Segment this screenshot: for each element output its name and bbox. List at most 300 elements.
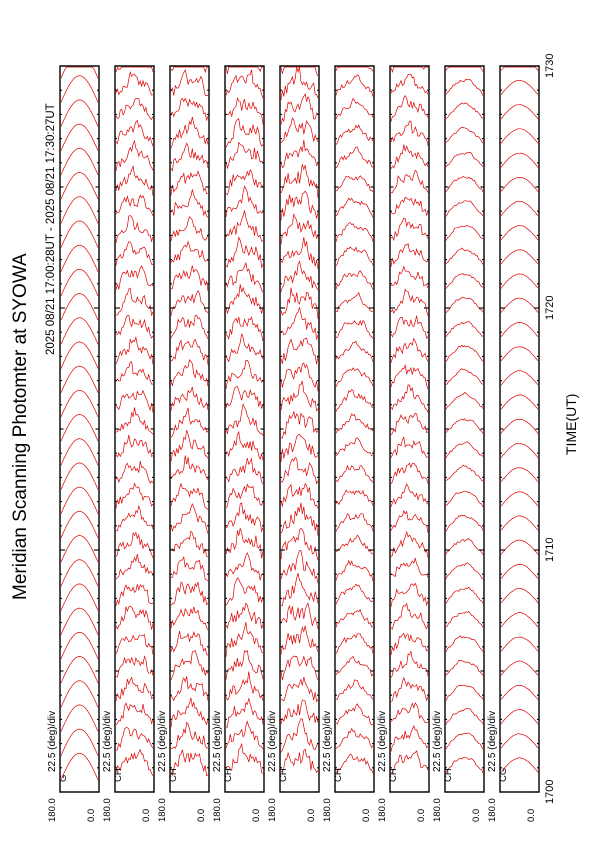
- trace-line: [171, 242, 208, 263]
- panel-channel-label: CH: [443, 768, 454, 782]
- panel-ymax-label: 180.0: [212, 798, 223, 822]
- trace-line: [226, 698, 263, 727]
- trace-line: [61, 221, 98, 248]
- trace-line: [391, 413, 428, 435]
- trace-line: [336, 368, 373, 387]
- panel-scale-label: 22.5 (deg)/div: [432, 710, 443, 772]
- trace-line: [226, 119, 263, 148]
- panel-ymin-label: 0.0: [251, 808, 262, 822]
- trace-line: [281, 381, 318, 411]
- trace-line: [446, 419, 483, 434]
- trace-line: [116, 98, 153, 119]
- trace-line: [336, 75, 373, 97]
- trace-line: [336, 610, 373, 628]
- trace-line: [281, 550, 318, 583]
- trace-line: [501, 419, 538, 433]
- trace-line: [391, 67, 428, 72]
- trace-line: [446, 491, 483, 507]
- trace-line: [226, 98, 263, 124]
- trace-line: [281, 307, 318, 339]
- chart-title: Meridian Scanning Photomter at SYOWA: [10, 253, 31, 600]
- panel-scale-label: 22.5 (deg)/div: [487, 710, 498, 772]
- panel-ymin-label: 0.0: [86, 808, 97, 822]
- trace-line: [116, 72, 153, 95]
- trace-line: [171, 315, 208, 339]
- panel-ymin-label: 0.0: [141, 808, 152, 822]
- trace-line: [116, 435, 153, 457]
- trace-line: [171, 143, 208, 170]
- trace-line: [116, 506, 153, 531]
- trace-line: [61, 76, 98, 103]
- trace-line: [391, 604, 428, 630]
- trace-line: [171, 266, 208, 292]
- trace-line: [446, 708, 483, 724]
- trace-line: [226, 432, 263, 460]
- panel-scale-label: 22.5 (deg)/div: [47, 710, 58, 772]
- trace-line: [501, 67, 538, 71]
- trace-line: [336, 67, 373, 72]
- trace-line: [116, 635, 153, 655]
- trace-line: [336, 414, 373, 433]
- trace-line: [226, 528, 263, 558]
- trace-line: [116, 606, 153, 629]
- trace-line: [501, 250, 538, 264]
- trace-line: [226, 334, 263, 362]
- trace-line: [281, 338, 318, 364]
- trace-line: [391, 385, 428, 413]
- trace-line: [391, 703, 428, 723]
- trace-line: [226, 651, 263, 680]
- trace-line: [116, 195, 153, 216]
- panel-ymin-label: 0.0: [306, 808, 317, 822]
- panel-1: [60, 66, 99, 792]
- trace-line: [281, 191, 318, 220]
- trace-line: [336, 271, 373, 290]
- trace-line: [61, 536, 98, 563]
- trace-line: [391, 511, 428, 533]
- panel-channel-label: CH: [333, 768, 344, 782]
- trace-line: [446, 321, 483, 337]
- trace-line: [501, 129, 538, 144]
- trace-line: [336, 125, 373, 144]
- trace-line: [171, 291, 208, 316]
- trace-line: [281, 67, 318, 100]
- trace-line: [116, 166, 153, 195]
- trace-line: [336, 466, 373, 483]
- trace-line: [336, 514, 373, 532]
- panel-scale-label: 22.5 (deg)/div: [267, 710, 278, 772]
- trace-line: [336, 247, 373, 266]
- trace-line: [501, 661, 538, 676]
- trace-line: [446, 103, 483, 119]
- trace-line: [61, 245, 98, 272]
- trace-line: [391, 633, 428, 655]
- trace-line: [116, 242, 153, 266]
- trace-line: [171, 360, 208, 387]
- trace-line: [501, 298, 538, 313]
- trace-line: [61, 124, 98, 151]
- trace-line: [226, 263, 263, 292]
- trace-line: [281, 603, 318, 629]
- trace-line: [391, 145, 428, 169]
- trace-line: [336, 341, 373, 362]
- trace-line: [171, 582, 208, 606]
- trace-line: [336, 438, 373, 456]
- trace-line: [61, 487, 98, 514]
- trace-line: [391, 197, 428, 215]
- trace-line: [336, 176, 373, 192]
- panel-channel-label: CH: [278, 768, 289, 782]
- trace-line: [501, 274, 538, 289]
- trace-line: [281, 677, 318, 702]
- x-tick-label: 1700: [544, 779, 556, 804]
- trace-line: [61, 705, 98, 732]
- panel-frame: [500, 66, 539, 792]
- trace-line: [61, 173, 98, 200]
- panel-channel-label: CH: [168, 768, 179, 782]
- trace-line: [281, 484, 318, 509]
- trace-line: [446, 515, 483, 531]
- panel-channel-label: G: [58, 774, 69, 782]
- trace-line: [61, 463, 98, 490]
- trace-line: [171, 217, 208, 241]
- trace-line: [171, 504, 208, 534]
- trace-line: [226, 503, 263, 531]
- trace-line: [501, 105, 538, 119]
- trace-line: [446, 392, 483, 409]
- trace-line: [61, 439, 98, 466]
- trace-line: [336, 222, 373, 242]
- trace-line: [336, 680, 373, 700]
- trace-line: [446, 298, 483, 313]
- trace-line: [171, 387, 208, 411]
- trace-line: [501, 637, 538, 651]
- x-axis-label: TIME(UT): [563, 393, 579, 455]
- trace-line: [61, 632, 98, 659]
- trace-line: [171, 171, 208, 195]
- trace-line: [501, 322, 538, 336]
- trace-line: [226, 143, 263, 169]
- panel-channel-label: CH: [113, 768, 124, 782]
- trace-line: [61, 390, 98, 417]
- trace-line: [336, 198, 373, 217]
- trace-line: [336, 561, 373, 581]
- panel-scale-label: 22.5 (deg)/div: [212, 710, 223, 772]
- trace-line: [116, 554, 153, 579]
- panel-8: [445, 66, 484, 792]
- trace-line: [226, 386, 263, 408]
- trace-line: [116, 407, 153, 434]
- trace-line: [171, 557, 208, 581]
- trace-line: [116, 362, 153, 385]
- trace-line: [171, 190, 208, 218]
- trace-line: [391, 678, 428, 702]
- panel-channel-label: CG: [498, 767, 509, 782]
- panel-ymax-label: 180.0: [157, 798, 168, 822]
- trace-line: [336, 390, 373, 412]
- trace-line: [501, 468, 538, 482]
- trace-line: [171, 531, 208, 556]
- trace-line: [391, 463, 428, 483]
- trace-line: [336, 321, 373, 339]
- trace-line: [391, 244, 428, 267]
- trace-line: [61, 608, 98, 635]
- panel-ymax-label: 180.0: [102, 798, 113, 822]
- trace-line: [391, 316, 428, 339]
- panel-ymin-label: 0.0: [361, 808, 372, 822]
- trace-line: [391, 218, 428, 240]
- trace-line: [226, 484, 263, 507]
- trace-line: [501, 177, 538, 191]
- trace-line: [281, 573, 318, 606]
- panel-ymax-label: 180.0: [322, 798, 333, 822]
- trace-line: [446, 201, 483, 217]
- trace-line: [391, 726, 428, 752]
- trace-line: [336, 729, 373, 749]
- trace-line: [116, 483, 153, 508]
- x-tick-label: 1710: [544, 537, 556, 562]
- trace-line: [61, 100, 98, 127]
- trace-line: [446, 685, 483, 701]
- trace-line: [116, 656, 153, 677]
- x-tick-label: 1720: [544, 295, 556, 320]
- trace-line: [226, 67, 263, 74]
- trace-line: [501, 443, 538, 458]
- trace-line: [281, 626, 318, 655]
- trace-line: [391, 437, 428, 457]
- trace-line: [501, 516, 538, 530]
- trace-line: [446, 67, 483, 72]
- trace-line: [281, 164, 318, 197]
- trace-line: [171, 117, 208, 148]
- trace-line: [171, 67, 208, 72]
- trace-line: [171, 98, 208, 120]
- panel-scale-label: 22.5 (deg)/div: [157, 710, 168, 772]
- trace-line: [171, 70, 208, 96]
- trace-line: [446, 563, 483, 579]
- trace-line: [501, 734, 538, 749]
- trace-line: [171, 607, 208, 630]
- trace-line: [446, 176, 483, 192]
- trace-line: [501, 540, 538, 555]
- trace-line: [391, 267, 428, 289]
- panel-ymin-label: 0.0: [471, 808, 482, 822]
- trace-line: [61, 415, 98, 442]
- panel-ymax-label: 180.0: [432, 798, 443, 822]
- trace-line: [61, 148, 98, 175]
- trace-line: [226, 237, 263, 267]
- trace-line: [116, 141, 153, 171]
- trace-line: [501, 201, 538, 216]
- trace-line: [446, 442, 483, 458]
- trace-line: [116, 266, 153, 290]
- panel-4: [225, 66, 264, 792]
- panel-scale-label: 22.5 (deg)/div: [102, 710, 113, 772]
- trace-line: [226, 211, 263, 242]
- trace-line: [171, 430, 208, 461]
- trace-line: [501, 686, 538, 700]
- trace-line: [501, 347, 538, 361]
- trace-line: [391, 583, 428, 606]
- trace-line: [61, 729, 98, 756]
- trace-line: [171, 631, 208, 655]
- trace-line: [501, 226, 538, 240]
- trace-line: [501, 371, 538, 386]
- trace-line: [336, 656, 373, 676]
- trace-line: [391, 289, 428, 316]
- panel-3: [170, 66, 209, 792]
- trace-line: [336, 584, 373, 604]
- trace-line: [171, 723, 208, 749]
- trace-line: [446, 611, 483, 627]
- trace-line: [171, 408, 208, 437]
- trace-line: [281, 237, 318, 269]
- trace-line: [61, 366, 98, 393]
- panel-frame: [445, 66, 484, 792]
- trace-line: [446, 274, 483, 289]
- trace-line: [61, 342, 98, 369]
- trace-line: [336, 147, 373, 168]
- trace-line: [281, 528, 318, 560]
- trace-line: [281, 656, 318, 680]
- trace-line: [336, 99, 373, 119]
- panel-6: [335, 66, 374, 792]
- trace-line: [336, 535, 373, 554]
- trace-line: [501, 81, 538, 95]
- trace-line: [446, 225, 483, 240]
- panel-channel-label: CH: [388, 768, 399, 782]
- panel-ymax-label: 180.0: [377, 798, 388, 822]
- trace-line: [446, 79, 483, 96]
- trace-line: [501, 612, 538, 627]
- trace-line: [226, 722, 263, 750]
- trace-line: [116, 461, 153, 483]
- panel-9: [500, 66, 539, 792]
- trace-line: [391, 96, 428, 122]
- trace-line: [116, 288, 153, 315]
- trace-line: [336, 704, 373, 725]
- panel-frame: [60, 66, 99, 792]
- trace-line: [446, 587, 483, 603]
- trace-line: [281, 434, 318, 462]
- trace-line: [61, 67, 98, 78]
- trace-line: [61, 681, 98, 708]
- trace-line: [116, 584, 153, 606]
- trace-line: [226, 404, 263, 435]
- trace-line: [391, 170, 428, 192]
- trace-line: [446, 152, 483, 167]
- panel-scale-label: 22.5 (deg)/div: [322, 710, 333, 772]
- trace-line: [446, 733, 483, 749]
- trace-line: [336, 293, 373, 312]
- trace-line: [501, 153, 538, 167]
- trace-line: [501, 709, 538, 724]
- trace-line: [446, 248, 483, 265]
- trace-line: [116, 703, 153, 725]
- trace-line: [226, 284, 263, 313]
- trace-line: [501, 492, 538, 506]
- panel-frame: [335, 66, 374, 792]
- trace-line: [391, 484, 428, 507]
- trace-line: [61, 294, 98, 321]
- trace-line: [446, 128, 483, 144]
- trace-line: [446, 465, 483, 481]
- panel-ymin-label: 0.0: [416, 808, 427, 822]
- trace-line: [501, 589, 538, 603]
- trace-line: [446, 661, 483, 676]
- trace-line: [281, 214, 318, 244]
- trace-line: [391, 74, 428, 94]
- trace-line: [61, 657, 98, 684]
- trace-line: [446, 539, 483, 555]
- trace-line: [226, 170, 263, 195]
- trace-line: [116, 678, 153, 702]
- trace-line: [446, 345, 483, 361]
- trace-line: [391, 558, 428, 577]
- trace-line: [61, 318, 98, 345]
- panel-ymax-label: 180.0: [267, 798, 278, 822]
- panel-ymax-label: 180.0: [487, 798, 498, 822]
- trace-line: [391, 121, 428, 146]
- trace-line: [281, 94, 318, 125]
- trace-line: [116, 216, 153, 244]
- trace-line: [281, 700, 318, 724]
- trace-line: [501, 564, 538, 578]
- trace-line: [281, 719, 318, 753]
- panel-channel-label: CH: [223, 768, 234, 782]
- panel-5: [280, 66, 319, 792]
- trace-line: [226, 672, 263, 701]
- trace-line: [171, 456, 208, 480]
- trace-line: [226, 553, 263, 580]
- trace-line: [171, 484, 208, 510]
- trace-line: [281, 118, 318, 143]
- trace-line: [116, 337, 153, 364]
- trace-line: [281, 261, 318, 292]
- panel-7: [390, 66, 429, 792]
- trace-line: [226, 317, 263, 341]
- trace-line: [226, 603, 263, 629]
- trace-line: [391, 339, 428, 363]
- trace-line: [281, 458, 318, 484]
- trace-line: [336, 490, 373, 506]
- trace-line: [226, 578, 263, 605]
- trace-line: [226, 458, 263, 484]
- panel-scale-label: 22.5 (deg)/div: [377, 710, 388, 772]
- trace-line: [391, 532, 428, 558]
- trace-line: [116, 728, 153, 751]
- trace-line: [446, 369, 483, 385]
- trace-line: [171, 676, 208, 700]
- chart-subtitle: 2025 08/21 17:00:28UT - 2025 08/21 17:30:27UT: [45, 103, 57, 355]
- trace-line: [226, 70, 263, 98]
- panel-ymin-label: 0.0: [526, 808, 537, 822]
- trace-line: [116, 67, 153, 72]
- trace-line: [336, 634, 373, 654]
- trace-line: [61, 511, 98, 538]
- trace-line: [501, 395, 538, 409]
- trace-line: [116, 316, 153, 339]
- trace-line: [171, 698, 208, 727]
- trace-line: [446, 636, 483, 652]
- x-tick-label: 1730: [544, 53, 556, 78]
- trace-line: [61, 197, 98, 224]
- panel-ymax-label: 180.0: [47, 798, 58, 822]
- trace-line: [61, 560, 98, 587]
- trace-line: [61, 269, 98, 296]
- trace-line: [281, 140, 318, 168]
- trace-line: [391, 651, 428, 677]
